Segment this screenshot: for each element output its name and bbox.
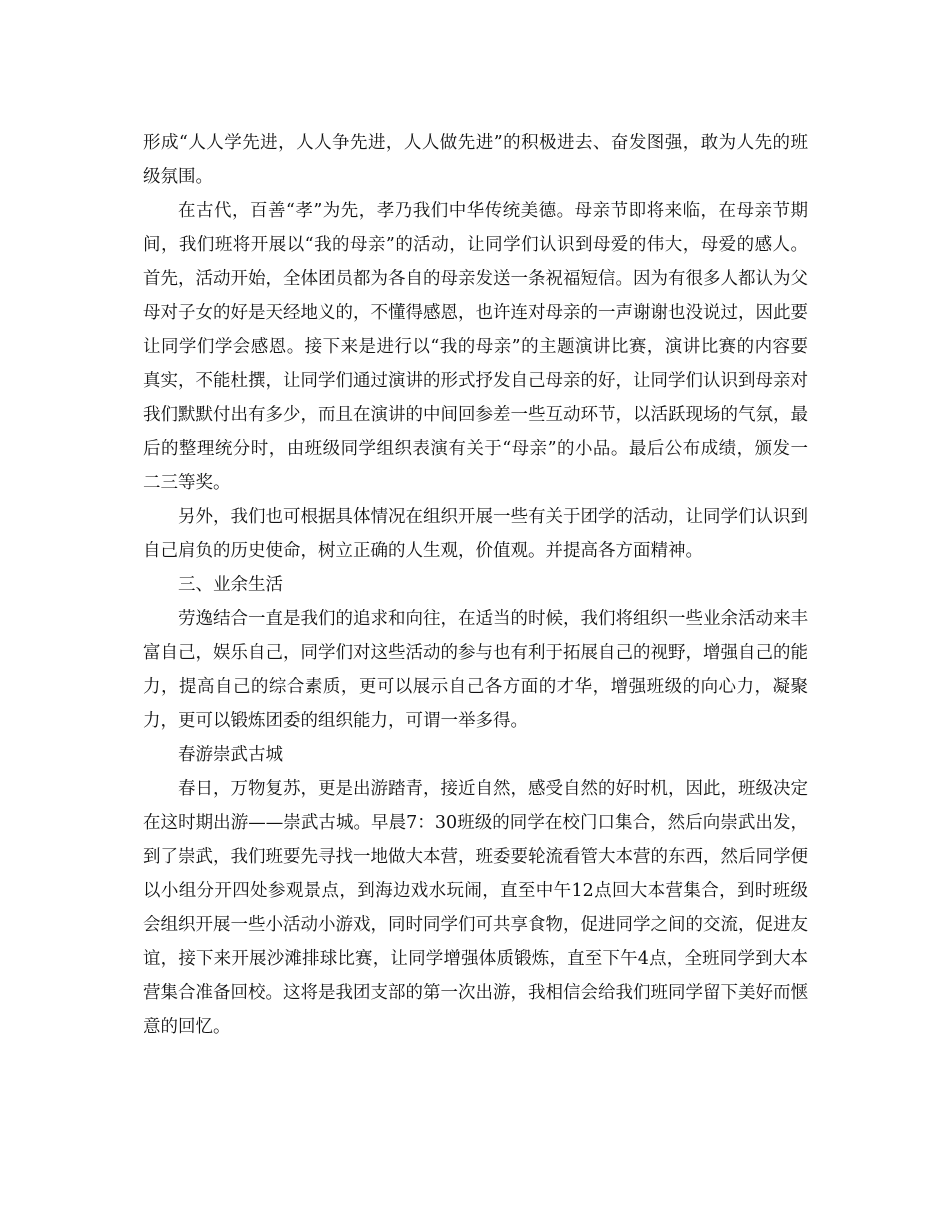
- paragraph-leisure: 劳逸结合一直是我们的追求和向往，在适当的时候，我们将组织一些业余活动来丰富自己，娱乐自己，同学们对这些活动的参与也有利于拓展自己的视野，增强自己的能力，提高自己的综合素质，更可以展示自己各方面的才华，增强班级的向心力，凝聚力，更可以锻炼团委的组织能力，可谓一举多得。: [143, 609, 808, 731]
- paragraph-mothers-day: 在古代，百善“孝”为先，孝乃我们中华传统美德。母亲节即将来临，在母亲节期间，我们班将开展以“我的母亲”的活动，让同学们认识到母爱的伟大，母爱的感人。首先，活动开始，全体团员都为各自的母亲发送一条祝福短信。因为有很多人都认为父母对子女的好是天经地义的，不懂得感恩，也许连对母亲的一声谢谢也没说过，因此要让同学们学会感恩。接下来是进行以“我的母亲”的主题演讲比赛，演讲比赛的内容要真实，不能杜撰，让同学们通过演讲的形式抒发自己母亲的好，让同学们认识到母亲对我们默默付出有多少，而且在演讲的中间回参差一些互动环节，以活跃现场的气氛，最后的整理统分时，由班级同学组织表演有关于“母亲”的小品。最后公布成绩，颁发一二三等奖。: [143, 201, 808, 493]
- document-body: [143, 126, 808, 1044]
- paragraph-other-activities: 另外，我们也可根据具体情况在组织开展一些有关于团学的活动，让同学们认识到自己肩负的历史使命，树立正确的人生观，价值观。并提高各方面精神。: [143, 507, 808, 561]
- section-heading-leisure: 三、业余生活: [178, 575, 283, 595]
- paragraph-spring-outing: 春日，万物复苏，更是出游踏青，接近自然，感受自然的好时机，因此，班级决定在这时期出游——崇武古城。早晨7：30班级的同学在校门口集合，然后向崇武出发，到了崇武，我们班要先寻找一地做大本营，班委要轮流看管大本营的东西，然后同学便以小组分开四处参观景点，到海边戏水玩闹，直至中午12点回大本营集合，到时班级会组织开展一些小活动小游戏，同时同学们可共享食物，促进同学之间的交流，促进友谊，接下来开展沙滩排球比赛，让同学增强体质锻炼，直至下午4点，全班同学到大本营集合准备回校。这将是我团支部的第一次出游，我相信会给我们班同学留下美好而惬意的回忆。: [143, 779, 808, 1037]
- paragraph-continued: 形成“人人学先进，人人争先进，人人做先进”的积极进去、奋发图强，敢为人先的班级氛围。: [143, 133, 808, 187]
- subheading-spring-outing: 春游崇武古城: [178, 745, 283, 765]
